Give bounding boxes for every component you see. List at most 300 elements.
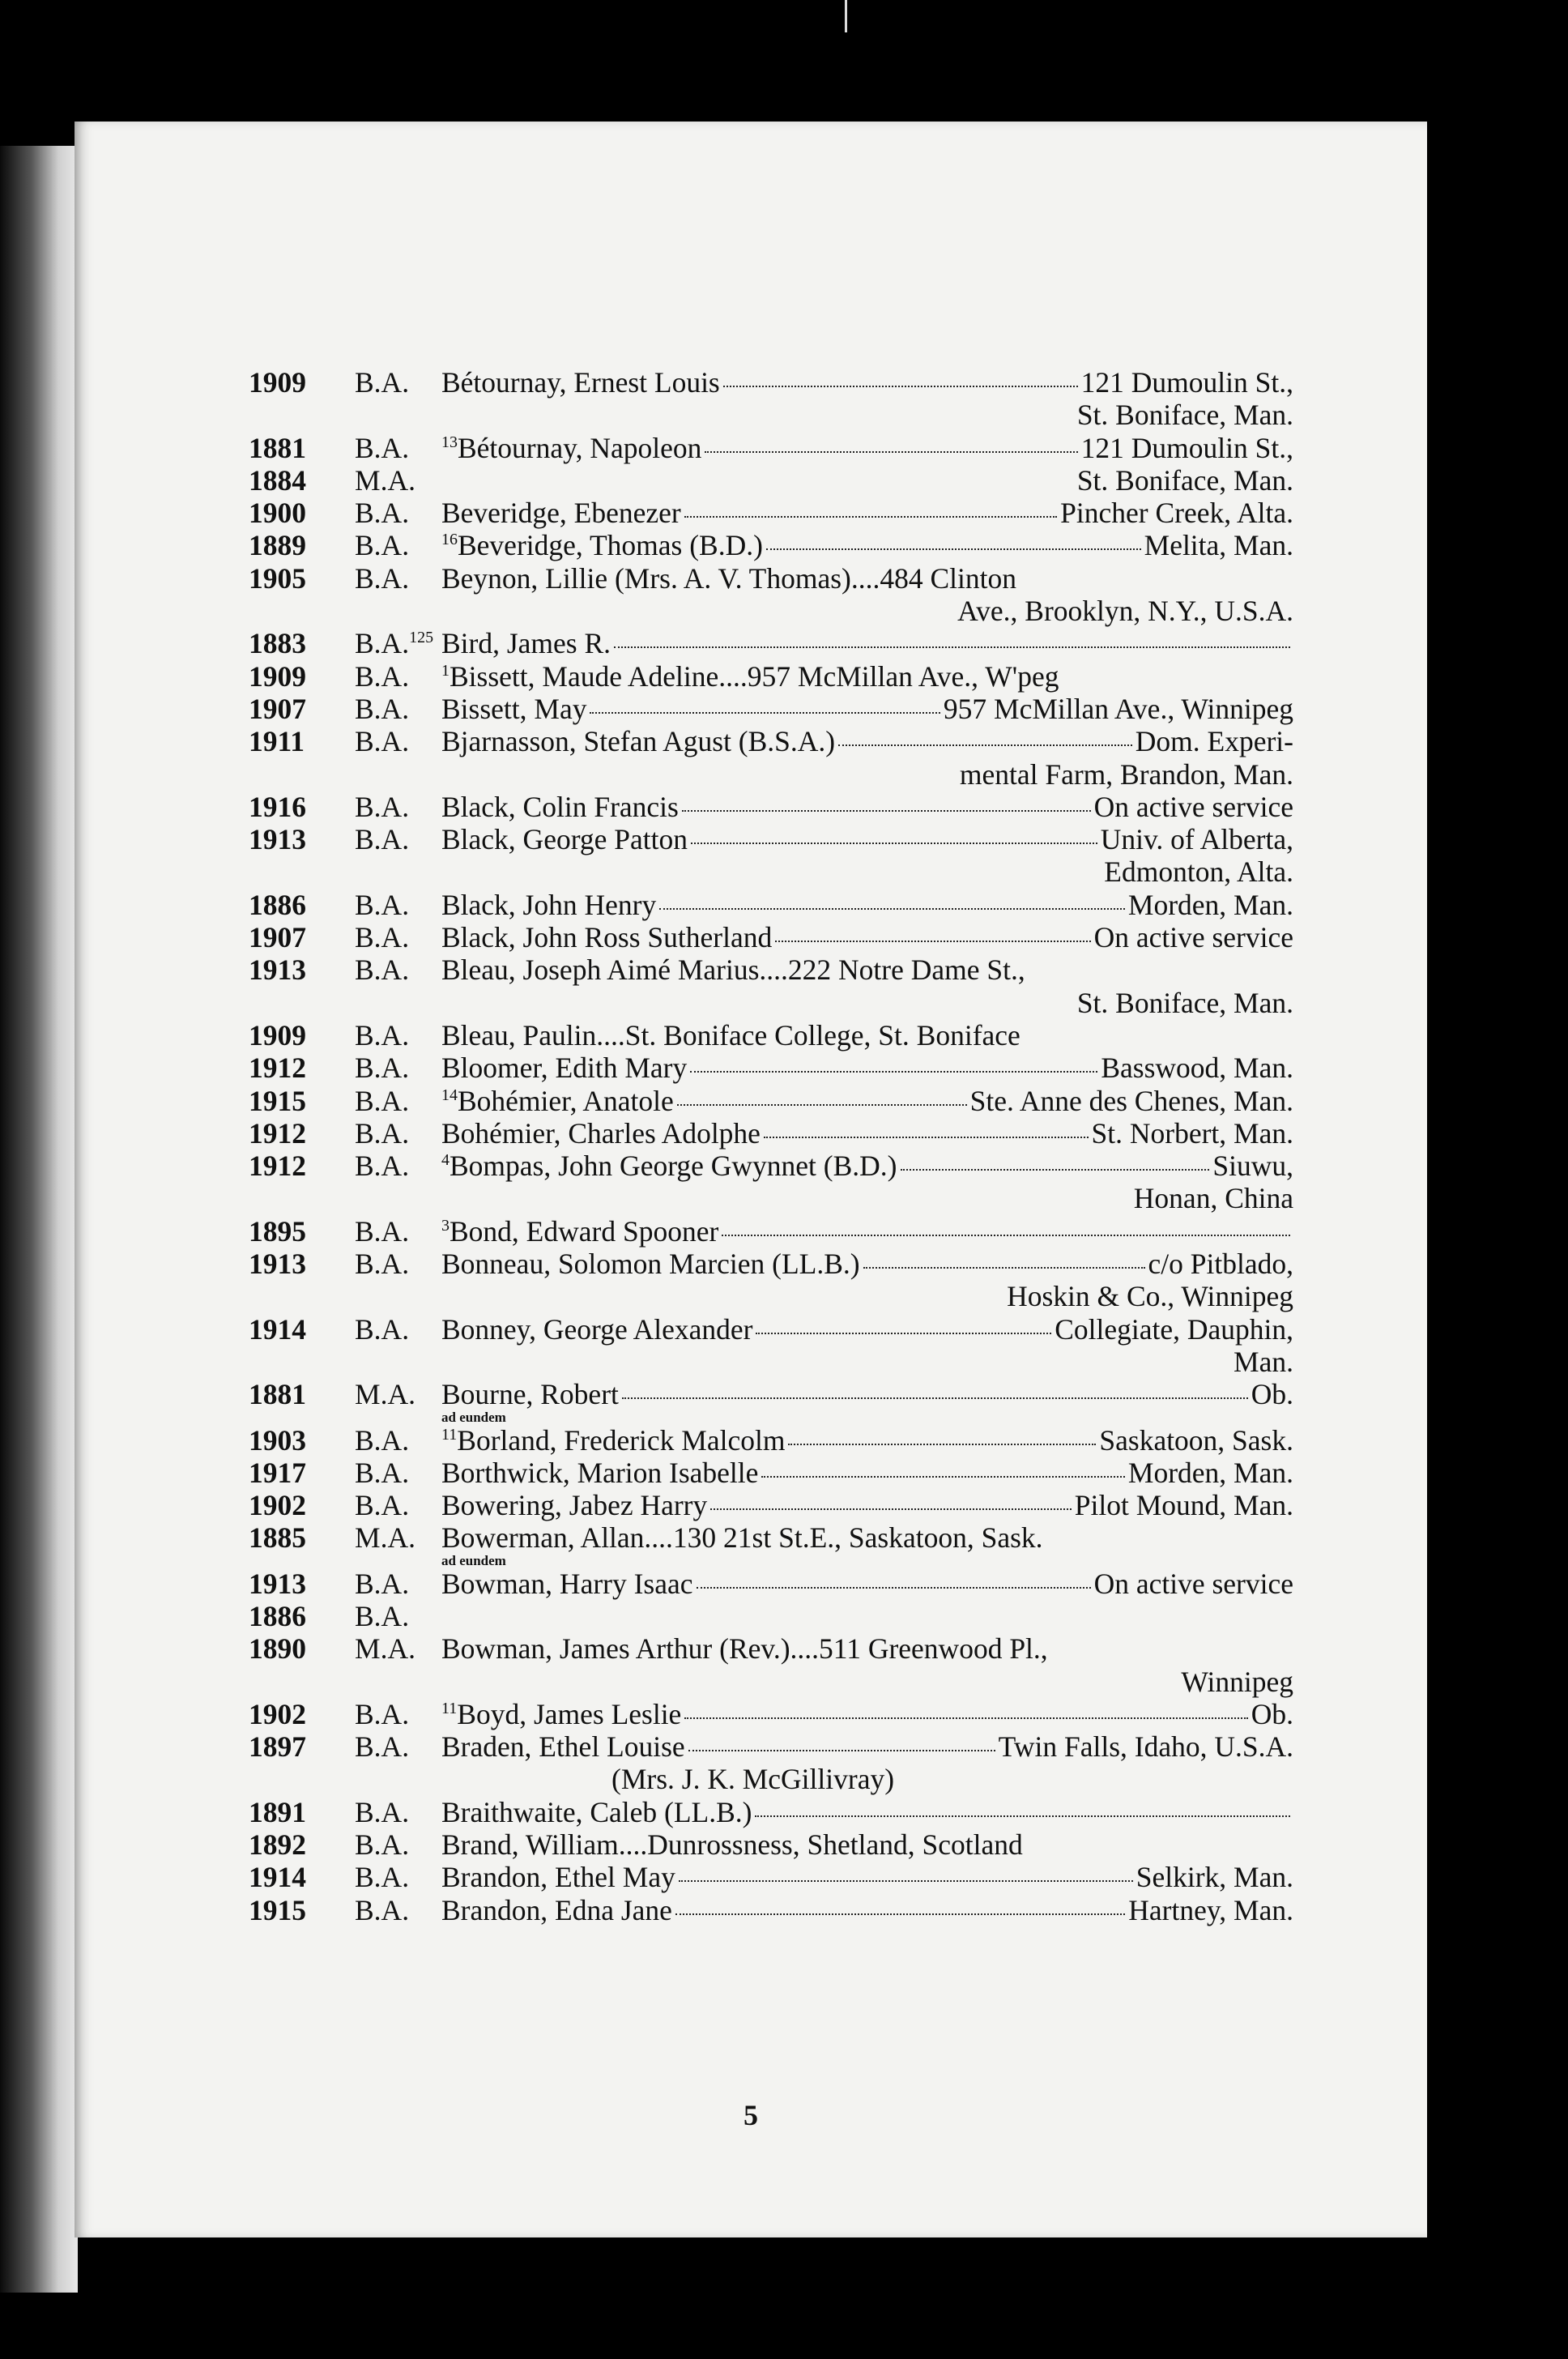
graduate-name: [441, 562, 1016, 595]
graduate-name-text: Borland, Frederick Malcolm: [457, 1423, 786, 1457]
degree-label: B.A.: [355, 1116, 410, 1150]
entry-continuation: Hoskin & Co., Winnipeg: [1007, 1280, 1293, 1313]
entry-body: [441, 1313, 1293, 1346]
address: Ob.: [1251, 1697, 1293, 1730]
degree-label: B.A.: [355, 725, 410, 758]
degree: [355, 497, 441, 529]
address: Morden, Man.: [1127, 1456, 1293, 1489]
leader-dots: [682, 810, 1091, 812]
graduate-entry: [249, 464, 1293, 497]
leader-dots: [691, 842, 1097, 844]
graduate-name: [441, 1085, 674, 1117]
graduation-year: 1886: [249, 888, 306, 921]
graduation-year: 1913: [249, 953, 306, 987]
graduate-name-text: Bowman, James Arthur (Rev.)....511 Greenwood Pl.,: [441, 1632, 1048, 1666]
graduate-name: [441, 1730, 685, 1763]
graduate-entry: [249, 921, 1293, 953]
entry-continuation: Winnipeg: [1181, 1665, 1293, 1698]
graduate-name-text: Bleau, Paulin....St. Boniface College, St. Boniface: [441, 1018, 1020, 1052]
graduation-year: 1912: [249, 1052, 306, 1085]
degree-label: M.A.: [355, 1378, 415, 1411]
entry-body: [441, 1019, 1293, 1052]
graduation-year: 1916: [249, 790, 306, 823]
graduate-name: [441, 1215, 718, 1248]
degree: [355, 1019, 441, 1052]
graduate-entry: [249, 1424, 1293, 1457]
graduate-name-text: Bowerman, Allan....130 21st St.E., Saskatoon, Sask.: [441, 1521, 1043, 1555]
address: Siuwu,: [1212, 1150, 1293, 1183]
degree-label: B.A.: [355, 1730, 410, 1764]
graduation-year: 1885: [249, 1521, 306, 1555]
graduate-entry: [249, 693, 1293, 725]
entry-body: [441, 366, 1293, 399]
graduation-year: 1883: [249, 627, 306, 660]
graduate-name: [441, 921, 772, 953]
graduation-year: 1915: [249, 1084, 306, 1117]
graduate-name: [441, 1248, 860, 1280]
graduate-entry: [249, 529, 1293, 561]
degree-label: B.A.: [355, 1567, 410, 1600]
graduate-name-text: Beynon, Lillie (Mrs. A. V. Thomas)....484 Clinton: [441, 561, 1017, 595]
facing-page-edge: [0, 146, 78, 2293]
degree-label: B.A.: [355, 431, 410, 464]
leader-dots: [863, 1267, 1145, 1269]
degree-label: B.A.: [355, 823, 410, 856]
leader-dots: [756, 1333, 1051, 1334]
degree-label: B.A.: [355, 1423, 410, 1457]
address: 121 Dumoulin St.,: [1080, 366, 1293, 399]
address: Pilot Mound, Man.: [1074, 1489, 1293, 1522]
graduate-name-text: Bond, Edward Spooner: [450, 1214, 719, 1248]
graduate-name-text: Bohémier, Charles Adolphe: [441, 1116, 761, 1150]
graduate-name-text: Beveridge, Thomas (B.D.): [458, 529, 763, 562]
graduate-name: [441, 1150, 897, 1182]
graduate-name-text: Bompas, John George Gwynnet (B.D.): [450, 1150, 897, 1183]
graduate-entry: [249, 1489, 1293, 1521]
footnote-marker: 14: [441, 1086, 458, 1104]
graduate-name-text: Braithwaite, Caleb (LL.B.): [441, 1795, 752, 1828]
leader-dots: [723, 386, 1078, 387]
graduate-name-text: Bissett, May: [441, 692, 587, 725]
graduate-name: [441, 725, 835, 757]
graduation-year: 1912: [249, 1150, 306, 1183]
address: Ob.: [1251, 1378, 1293, 1411]
graduate-entry: [249, 497, 1293, 529]
graduate-name-text: Brandon, Ethel May: [441, 1861, 675, 1894]
address: Morden, Man.: [1127, 888, 1293, 921]
graduate-name-text: Borthwick, Marion Isabelle: [441, 1456, 759, 1489]
graduate-name: [441, 1521, 1043, 1554]
graduation-year: 1890: [249, 1632, 306, 1666]
graduate-entry: [249, 953, 1293, 986]
graduation-year: 1902: [249, 1697, 306, 1730]
degree: [355, 791, 441, 823]
leader-dots: [901, 1169, 1210, 1171]
graduation-year: 1917: [249, 1456, 306, 1489]
graduate-name-text: Braden, Ethel Louise: [441, 1730, 685, 1764]
graduation-year: 1909: [249, 1018, 306, 1052]
degree-label: B.A.: [355, 1489, 410, 1522]
graduation-year: 1907: [249, 921, 306, 954]
entry-continuation: St. Boniface, Man.: [1076, 399, 1293, 432]
graduate-entry: [249, 1600, 1293, 1632]
leader-dots: [838, 744, 1132, 746]
graduation-year: 1889: [249, 529, 306, 562]
address: Melita, Man.: [1144, 529, 1293, 562]
entry-body: [441, 693, 1293, 725]
graduation-year: 1907: [249, 692, 306, 725]
degree: [355, 1150, 441, 1182]
address: Twin Falls, Idaho, U.S.A.: [998, 1730, 1293, 1764]
graduate-name-text: Bowman, Harry Isaac: [441, 1567, 693, 1600]
entry-body: [441, 725, 1293, 757]
graduation-year: 1914: [249, 1312, 306, 1346]
graduation-year: 1913: [249, 823, 306, 856]
degree: [355, 953, 441, 986]
graduate-name: [441, 791, 679, 823]
address: Saskatoon, Sask.: [1099, 1423, 1293, 1457]
entry-continuation: (Mrs. J. K. McGillivray): [611, 1763, 895, 1796]
degree: [355, 660, 441, 693]
graduate-name-text: Black, George Patton: [441, 823, 688, 856]
entry-body: [441, 1489, 1293, 1521]
degree-label: B.A.: [355, 692, 410, 725]
degree-label: B.A.: [355, 790, 410, 823]
address: Univ. of Alberta,: [1100, 823, 1293, 856]
footnote-marker: 1: [441, 661, 450, 680]
graduate-name: [441, 693, 586, 725]
entry-body: [441, 1457, 1293, 1489]
graduate-entry: [249, 1313, 1293, 1346]
entry-body: [441, 1052, 1293, 1084]
degree: [355, 1568, 441, 1600]
graduation-year: 1903: [249, 1423, 306, 1457]
entry-body: [441, 889, 1293, 921]
address: St. Boniface, Man.: [1076, 463, 1293, 497]
graduation-year: 1881: [249, 1378, 306, 1411]
degree: [355, 1730, 441, 1763]
degree: [355, 1313, 441, 1346]
leader-dots: [764, 1137, 1089, 1138]
address: 957 McMillan Ave., Winnipeg: [943, 692, 1293, 725]
graduate-name: [441, 1052, 687, 1084]
address: Basswood, Man.: [1101, 1052, 1293, 1085]
leader-dots: [705, 451, 1077, 453]
leader-dots: [755, 1815, 1290, 1817]
degree-label: B.A.: [355, 1084, 410, 1117]
graduation-year: 1905: [249, 561, 306, 595]
graduate-entry: [249, 725, 1293, 757]
degree: [355, 823, 441, 855]
address: On active service: [1093, 1567, 1293, 1600]
entry-body: [441, 1248, 1293, 1280]
leader-dots: [677, 1104, 967, 1106]
leader-dots: [788, 1444, 1096, 1445]
entry-body: [441, 1215, 1293, 1248]
graduate-name: [441, 1698, 681, 1730]
degree: [355, 693, 441, 725]
graduate-name: [441, 1861, 675, 1893]
graduate-name: [441, 1313, 752, 1346]
degree-label: B.A.: [355, 561, 410, 595]
footnote-marker: 125: [409, 629, 434, 647]
degree-label: B.A.: [355, 529, 410, 562]
footnote-marker: 3: [441, 1216, 450, 1235]
graduate-name: [441, 953, 1025, 986]
graduate-entry: [249, 1894, 1293, 1926]
graduation-year: 1915: [249, 1893, 306, 1926]
graduate-entry: [249, 1457, 1293, 1489]
graduate-entry: [249, 1698, 1293, 1730]
graduate-name: [441, 1019, 1020, 1052]
graduate-name: [441, 1489, 707, 1521]
graduate-name-text: Bowering, Jabez Harry: [441, 1489, 708, 1522]
graduate-name-text: Beveridge, Ebenezer: [441, 497, 681, 530]
degree-label: M.A.: [355, 463, 415, 497]
entry-body: [441, 1698, 1293, 1730]
graduation-year: 1886: [249, 1599, 306, 1632]
graduate-entry: [249, 1568, 1293, 1600]
degree-label: B.A.: [355, 1893, 410, 1926]
degree: [355, 725, 441, 757]
degree-note: ad eundem: [441, 1552, 506, 1568]
entry-continuation: Man.: [1234, 1345, 1293, 1378]
graduate-entry: [249, 1521, 1293, 1554]
graduate-name-text: Bourne, Robert: [441, 1378, 619, 1411]
graduate-entry: [249, 1150, 1293, 1182]
graduation-year: 1914: [249, 1861, 306, 1894]
graduate-entry: [249, 1085, 1293, 1117]
graduate-name-text: Bleau, Joseph Aimé Marius....222 Notre Dame St.,: [441, 953, 1025, 987]
graduate-entry: [249, 1117, 1293, 1150]
graduate-name: [441, 1568, 693, 1600]
degree-label: B.A.: [355, 1795, 410, 1828]
degree: [355, 1796, 441, 1828]
leader-dots: [766, 548, 1141, 550]
address: c/o Pitblado,: [1148, 1248, 1293, 1281]
graduation-year: 1895: [249, 1214, 306, 1248]
degree: [355, 1215, 441, 1248]
graduation-year: 1912: [249, 1116, 306, 1150]
degree: [355, 1521, 441, 1554]
entry-body: [441, 627, 1293, 659]
entry-body: [441, 921, 1293, 953]
document-page: [75, 122, 1427, 2237]
page-number: 5: [744, 2099, 758, 2131]
graduate-name: [441, 1457, 758, 1489]
graduation-year: 1884: [249, 463, 306, 497]
degree: [355, 1828, 441, 1861]
entry-body: [441, 529, 1293, 561]
graduate-name: [441, 497, 681, 529]
graduate-entry: [249, 1019, 1293, 1052]
address: Ste. Anne des Chenes, Man.: [969, 1084, 1293, 1117]
graduate-entry: [249, 791, 1293, 823]
leader-dots: [684, 1717, 1247, 1719]
leader-dots: [659, 908, 1125, 910]
graduate-entry: [249, 1632, 1293, 1665]
graduate-name: [441, 1424, 785, 1457]
degree: [355, 1698, 441, 1730]
entry-body: [441, 1150, 1293, 1182]
address: Pincher Creek, Alta.: [1060, 497, 1293, 530]
degree: [355, 1861, 441, 1893]
graduate-name: [441, 1378, 619, 1410]
entry-body: [441, 1378, 1293, 1410]
entry-continuation: Honan, China: [1133, 1182, 1293, 1215]
leader-dots: [679, 1880, 1133, 1882]
graduate-name: [441, 889, 656, 921]
entry-body: [441, 1085, 1293, 1117]
graduate-name-text: Black, Colin Francis: [441, 790, 679, 823]
degree: [355, 432, 441, 464]
entry-body: [441, 1828, 1293, 1861]
graduate-name: [441, 627, 611, 659]
degree: [355, 1457, 441, 1489]
graduation-year: 1909: [249, 366, 306, 399]
entry-body: [441, 1632, 1293, 1665]
degree-label: B.A.: [355, 1312, 410, 1346]
graduate-name-text: Bjarnasson, Stefan Agust (B.S.A.): [441, 725, 836, 758]
entry-body: [441, 1796, 1293, 1828]
graduate-name-text: Bohémier, Anatole: [458, 1084, 674, 1117]
graduate-name-text: Black, John Ross Sutherland: [441, 921, 773, 954]
footnote-marker: 11: [441, 1425, 458, 1444]
degree: [355, 1489, 441, 1521]
degree-label: B.A.: [355, 659, 410, 693]
graduate-entry: [249, 823, 1293, 855]
graduate-entry: [249, 1215, 1293, 1248]
entry-body: [441, 497, 1293, 529]
degree: [355, 889, 441, 921]
graduate-name: [441, 366, 720, 399]
graduation-year: 1913: [249, 1248, 306, 1281]
degree-label: B.A.: [355, 1861, 410, 1894]
graduate-entry: [249, 1828, 1293, 1861]
address: Hartney, Man.: [1128, 1893, 1293, 1926]
leader-dots: [614, 646, 1290, 648]
graduation-year: 1891: [249, 1795, 306, 1828]
graduate-entry: [249, 1248, 1293, 1280]
entry-body: [441, 464, 1293, 497]
degree-label: B.A.: [355, 1248, 410, 1281]
graduate-entry: [249, 627, 1293, 659]
leader-dots: [722, 1235, 1290, 1236]
graduate-entry: [249, 1052, 1293, 1084]
degree: [355, 464, 441, 497]
entry-body: [441, 1424, 1293, 1457]
footnote-marker: 4: [441, 1151, 450, 1170]
degree: [355, 921, 441, 953]
address: Collegiate, Dauphin,: [1055, 1312, 1293, 1346]
graduate-name: [441, 529, 763, 561]
degree: [355, 1248, 441, 1280]
graduate-name-text: Bétournay, Ernest Louis: [441, 366, 720, 399]
entry-continuation: St. Boniface, Man.: [1076, 986, 1293, 1019]
degree: [355, 1085, 441, 1117]
graduation-year: 1902: [249, 1489, 306, 1522]
degree: [355, 1052, 441, 1084]
degree-label: M.A.: [355, 1521, 415, 1555]
address: St. Norbert, Man.: [1091, 1116, 1293, 1150]
graduate-name-text: Bird, James R.: [441, 627, 611, 660]
degree-label: B.A.: [355, 1052, 410, 1085]
film-mark: [845, 0, 847, 32]
graduation-year: 1900: [249, 497, 306, 530]
degree: [355, 627, 441, 659]
entry-body: [441, 823, 1293, 855]
leader-dots: [690, 1071, 1097, 1073]
entry-continuation: Edmonton, Alta.: [1104, 855, 1293, 889]
graduation-year: 1881: [249, 431, 306, 464]
degree-label: B.A.: [355, 1150, 410, 1183]
footnote-marker: 13: [441, 433, 458, 451]
graduation-year: 1911: [249, 725, 305, 758]
graduate-entry: [249, 432, 1293, 464]
graduate-name-text: Brandon, Edna Jane: [441, 1893, 672, 1926]
entry-body: [441, 791, 1293, 823]
graduate-name-text: Bissett, Maude Adeline....957 McMillan Ave., W'peg: [450, 659, 1059, 693]
degree-note: ad eundem: [441, 1409, 506, 1425]
degree: [355, 366, 441, 399]
degree-label: B.A.: [355, 1697, 410, 1730]
degree-label: B.A.: [355, 1599, 410, 1632]
address: On active service: [1093, 790, 1293, 823]
leader-dots: [761, 1476, 1125, 1478]
graduate-name: [441, 1796, 752, 1828]
degree: [355, 1378, 441, 1410]
graduate-name: [441, 1894, 672, 1926]
leader-dots: [675, 1913, 1125, 1915]
entry-body: [441, 660, 1293, 693]
entry-body: [441, 1894, 1293, 1926]
graduate-name-text: Brand, William....Dunrossness, Shetland, Scotland: [441, 1828, 1023, 1862]
graduation-year: 1892: [249, 1828, 306, 1862]
graduate-name-text: Bétournay, Napoleon: [458, 431, 702, 464]
degree-label: B.A.: [355, 1456, 410, 1489]
graduate-name-text: Bonney, George Alexander: [441, 1312, 753, 1346]
entry-body: [441, 432, 1293, 464]
entry-body: [441, 1861, 1293, 1893]
entry-continuation: Ave., Brooklyn, N.Y., U.S.A.: [957, 595, 1293, 628]
degree-label: B.A.: [355, 921, 410, 954]
degree-label: B.A.: [355, 366, 410, 399]
graduate-name: [441, 432, 701, 464]
leader-dots: [697, 1587, 1091, 1589]
address: On active service: [1093, 921, 1293, 954]
entry-body: [441, 953, 1293, 986]
graduate-entry: [249, 889, 1293, 921]
degree-label: B.A.: [355, 953, 410, 987]
graduate-name: [441, 823, 688, 855]
address: Selkirk, Man.: [1136, 1861, 1293, 1894]
degree-label: B.A.: [355, 888, 410, 921]
entry-continuation: mental Farm, Brandon, Man.: [959, 757, 1293, 791]
leader-dots: [684, 516, 1057, 518]
graduate-entry: [249, 562, 1293, 595]
graduate-name: [441, 660, 1059, 693]
leader-dots: [590, 712, 940, 714]
address: 121 Dumoulin St.,: [1080, 431, 1293, 464]
graduation-year: 1913: [249, 1567, 306, 1600]
degree-label: B.A.: [355, 1018, 410, 1052]
leader-dots: [775, 941, 1090, 942]
degree: [355, 1424, 441, 1457]
graduate-entry: [249, 1730, 1293, 1763]
degree: [355, 1632, 441, 1665]
graduate-name-text: Bloomer, Edith Mary: [441, 1052, 688, 1085]
degree: [355, 562, 441, 595]
